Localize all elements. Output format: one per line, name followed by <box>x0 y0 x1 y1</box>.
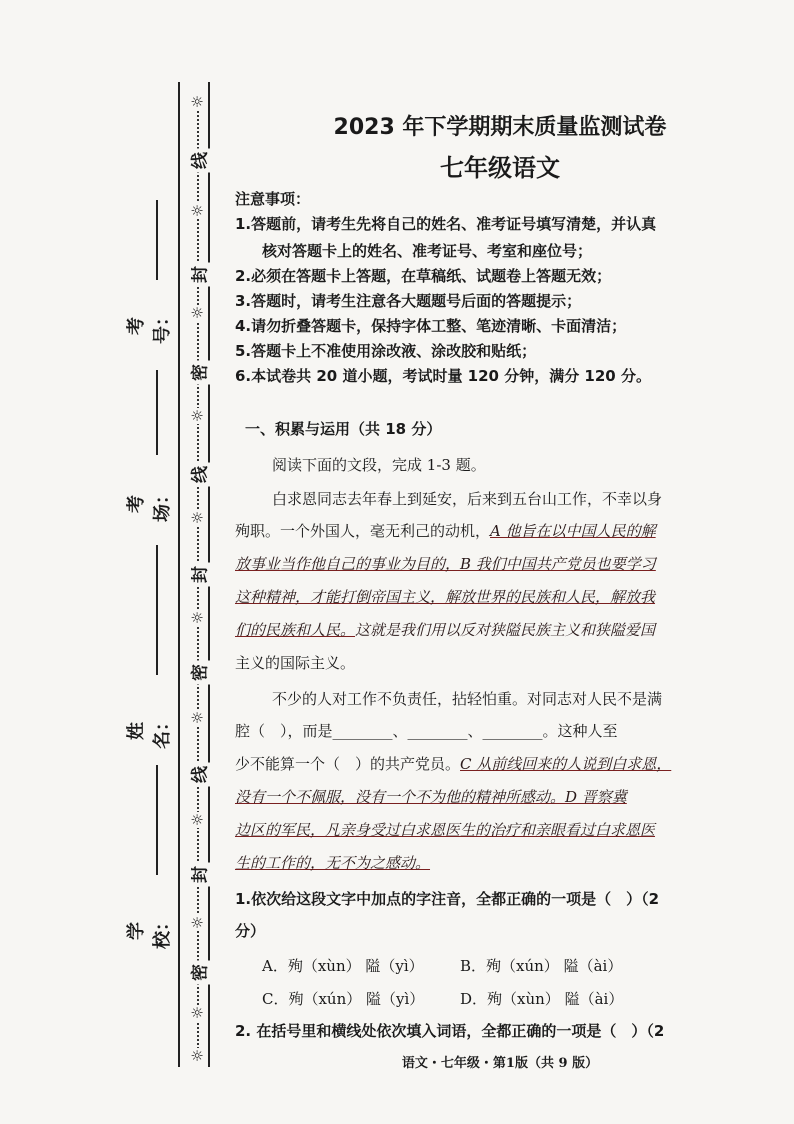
reading-intro: 阅读下面的文段，完成 1-3 题。 <box>272 456 486 474</box>
sun-mark-icon: ☼ <box>190 407 204 425</box>
sentence-d-end: 生的工作的，无不为之感动。 <box>235 854 431 872</box>
exam-subtitle: 七年级语文 <box>440 154 560 182</box>
option-d[interactable]: D．殉（xùn） 隘（ài） <box>460 990 624 1008</box>
sentence-b: B 我们中国共产党员也要学习 <box>460 555 656 573</box>
question-1-cont: 分） <box>235 922 266 940</box>
school-label: 学校： <box>126 913 173 949</box>
sentence-d-cont: 边区的军民，凡亲身受过白求恩医生的治疗和亲眼看过白求恩医 <box>235 821 656 839</box>
passage-text: 这就是我们用以反对狭隘民族主义和狭隘爱国 <box>355 621 656 639</box>
notice-item: 4.请勿折叠答题卡，保持字体工整、笔迹清晰、卡面清洁； <box>235 317 627 335</box>
seal-char: 密 <box>186 661 211 685</box>
passage-line <box>235 753 671 774</box>
page-footer: 语文・七年级・第1版（共 9 版） <box>401 1056 599 1071</box>
passage-line <box>235 520 656 541</box>
sun-mark-icon: ☼ <box>190 304 204 322</box>
sentence-c: C 从前线回来的人说到白求恩， <box>460 755 672 773</box>
notice-item: 2.必须在答题卡上答题，在草稿纸、试题卷上答题无效； <box>235 267 612 285</box>
exam-title: 2023 年下学期期末质量监测试卷 <box>333 115 667 140</box>
passage-line-blanks[interactable]: 腔（ ），而是________、________、________。这种人至 <box>235 722 618 740</box>
passage-line <box>235 586 655 607</box>
sentence-a: A 他旨在以中国人民的解 <box>490 522 656 540</box>
sun-mark-icon: ☼ <box>190 1047 204 1065</box>
passage-line <box>235 852 430 873</box>
notice-item: 3.答题时，请考生注意各大题题号后面的答题提示； <box>235 292 582 310</box>
seal-char: 封 <box>186 563 211 587</box>
notice-item: 核对答题卡上的姓名、准考证号、考室和座位号； <box>262 242 593 260</box>
exam-room-blank[interactable] <box>156 370 158 455</box>
passage-text[interactable]: 少不能算一个（ ）的共产党员。 <box>235 755 461 773</box>
sun-mark-icon: ☼ <box>190 202 204 220</box>
sun-mark-icon: ☼ <box>190 93 204 111</box>
notice-item: 5.答题卡上不准使用涂改液、涂改胶和贴纸； <box>235 342 537 360</box>
sentence-a-cont: 放事业当作他自己的事业为目的， <box>235 555 461 573</box>
seal-char: 线 <box>186 149 211 173</box>
section-heading: 一、积累与运用（共 18 分） <box>245 420 442 438</box>
seal-char: 封 <box>186 263 211 287</box>
seal-char: 密 <box>186 361 211 385</box>
sun-mark-icon: ☼ <box>190 914 204 932</box>
seal-char: 密 <box>186 961 211 985</box>
exam-room-label: 考场： <box>126 486 173 522</box>
seal-char: 封 <box>186 863 211 887</box>
binding-rule-left <box>178 82 180 1067</box>
option-b[interactable]: B．殉（xún） 隘（ài） <box>460 957 623 975</box>
passage-line <box>235 619 655 640</box>
seal-char: 线 <box>186 763 211 787</box>
sun-mark-icon: ☼ <box>190 609 204 627</box>
sun-mark-icon: ☼ <box>190 811 204 829</box>
sentence-b-end: 们的民族和人民。 <box>235 621 356 639</box>
sentence-c-cont: 没有一个不佩服，没有一个不为他的精神所感动。 <box>235 788 566 806</box>
name-blank[interactable] <box>156 545 158 675</box>
passage-line <box>235 819 655 840</box>
notice-item: 1.答题前，请考生先将自己的姓名、准考证号填写清楚，并认真 <box>235 215 657 233</box>
passage-line: 不少的人对工作不负责任，拈轻怕重。对同志对人民不是满 <box>272 690 663 708</box>
exam-number-label: 考号： <box>126 308 173 344</box>
sentence-d: D 晋察冀 <box>565 788 627 806</box>
question-2: 2. 在括号里和横线处依次填入词语，全都正确的一项是（ ）（2 <box>235 1022 665 1040</box>
notice-heading: 注意事项： <box>235 190 311 208</box>
passage-line <box>235 786 627 807</box>
passage-line <box>235 553 656 574</box>
question-1: 1.依次给这段文字中加点的字注音，全都正确的一项是（ ）（2 <box>235 890 660 908</box>
sun-mark-icon: ☼ <box>190 709 204 727</box>
sun-mark-icon: ☼ <box>190 509 204 527</box>
sentence-b-cont: 这种精神，才能打倒帝国主义，解放世界的民族和人民，解放我 <box>235 588 656 606</box>
seal-char: 线 <box>186 463 211 487</box>
school-blank[interactable] <box>156 765 158 875</box>
name-label: 姓名： <box>126 713 173 749</box>
option-a[interactable]: A．殉（xùn） 隘（yì） <box>262 957 424 975</box>
passage-text: 殉职。一个外国人，毫无利己的动机， <box>235 522 491 540</box>
sun-mark-icon: ☼ <box>190 1004 204 1022</box>
passage-line: 主义的国际主义。 <box>235 654 356 672</box>
option-c[interactable]: C．殉（xún） 隘（yì） <box>262 990 425 1008</box>
notice-item: 6.本试卷共 20 道小题，考试时量 120 分钟，满分 120 分。 <box>235 367 651 385</box>
exam-number-blank[interactable] <box>156 200 158 280</box>
passage-line: 白求恩同志去年春上到延安，后来到五台山工作，不幸以身 <box>272 490 663 508</box>
